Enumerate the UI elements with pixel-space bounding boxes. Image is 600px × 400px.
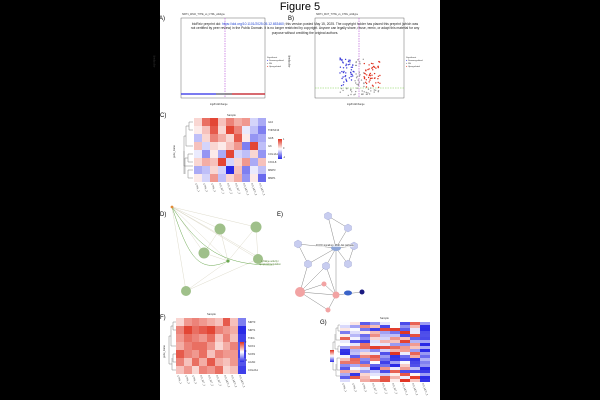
volcano-point (375, 90, 376, 91)
volcano-point (355, 62, 356, 63)
volcano-point (341, 71, 342, 72)
heatmap-f-column-labels (176, 375, 246, 389)
volcano-point (379, 61, 380, 62)
volcano-point (378, 82, 379, 83)
volcano-point (348, 95, 349, 96)
heatmap-cell (390, 379, 400, 382)
volcano-point (341, 85, 342, 86)
go-node-6 (226, 259, 229, 262)
ppi-node-6 (345, 260, 352, 268)
volcano-point (341, 59, 342, 60)
legend-a-down-icon: ● (267, 60, 269, 62)
volcano-point (342, 76, 343, 77)
volcano-point (367, 92, 368, 93)
volcano-point (367, 94, 368, 95)
go-node-1 (215, 224, 226, 235)
volcano-point (348, 60, 349, 61)
legend-b-down-icon: ● (406, 60, 408, 62)
heatmap-c-scale-min: -1 (283, 156, 286, 159)
volcano-a (176, 18, 269, 106)
volcano-point (374, 73, 375, 74)
volcano-point (363, 59, 364, 60)
legend-a-ns: NS (268, 63, 272, 65)
heatmap-cell (258, 174, 266, 182)
volcano-point (346, 64, 347, 65)
column-label: CTRL_3 (361, 383, 368, 393)
heatmap-cell (410, 379, 420, 382)
volcano-point (341, 78, 342, 79)
column-label: CTRL_2 (351, 383, 358, 393)
heatmap-f-scale-mid: 0 (245, 350, 247, 353)
column-label: KO_MUT_2 (411, 383, 419, 396)
volcano-point (368, 64, 369, 65)
volcano-point (345, 79, 346, 80)
volcano-point (355, 82, 356, 83)
volcano-point (352, 64, 353, 65)
doi-link[interactable]: https://doi.org/10.1101/2025.05.12.653460 (221, 22, 284, 26)
volcano-point (343, 84, 344, 85)
volcano-point (374, 91, 375, 92)
volcano-point (375, 82, 376, 83)
heatmap-f-scale-min: -2 (245, 359, 248, 362)
ppi-node-3 (295, 240, 302, 248)
gene-label: IL1B (268, 136, 274, 140)
volcano-point (359, 63, 360, 64)
heatmap-g (340, 322, 430, 382)
volcano-point (350, 72, 351, 73)
heatmap-g-column-labels (340, 383, 430, 397)
volcano-point (345, 65, 346, 66)
volcano-point (364, 63, 365, 64)
heatmap-cell (370, 379, 380, 382)
volcano-point (373, 66, 374, 67)
volcano-point (346, 67, 347, 68)
heatmap-cell (340, 379, 350, 382)
go-network-d (168, 205, 278, 305)
heatmap-c-scale-mid: 0 (283, 147, 285, 150)
gene-label: CXCL8 (268, 160, 277, 164)
volcano-point (346, 81, 347, 82)
ppi-node-5 (305, 260, 312, 268)
go-node-7 (171, 206, 174, 209)
volcano-point (342, 90, 343, 91)
volcano-point (358, 85, 359, 86)
volcano-point (351, 91, 352, 92)
volcano-point (359, 74, 360, 75)
volcano-point (364, 78, 365, 79)
heatmap-c-scale (278, 139, 292, 161)
heatmap-cell (380, 379, 390, 382)
heatmap-cell (238, 366, 246, 374)
heatmap-f-scale (240, 342, 254, 364)
gene-label: TNFA (248, 336, 255, 340)
volcano-point (366, 92, 367, 93)
volcano-point (369, 93, 370, 94)
volcano-point (353, 71, 354, 72)
panel-a-ylabel: -log10(padj) (152, 55, 156, 68)
volcano-point (343, 67, 344, 68)
panel-b-label: B) (288, 16, 294, 22)
panel-f-label: F) (160, 315, 166, 321)
volcano-point (370, 87, 371, 88)
volcano-point (351, 67, 352, 68)
volcano-point (374, 89, 375, 90)
volcano-point (378, 76, 379, 77)
heatmap-f (176, 318, 246, 374)
volcano-point (379, 75, 380, 76)
volcano-point (369, 68, 370, 69)
gene-label: MMP1 (268, 176, 276, 180)
panel-d-label: D) (160, 212, 167, 218)
legend-b-ns: NS (407, 63, 411, 65)
panel-b-title: SIRT1_MUT_TYPE_vs_CTRL_wildtype (316, 13, 359, 16)
ppi-network-e (288, 210, 384, 320)
ppi-node-sirt1 (295, 287, 305, 297)
heatmap-f-scale-max: 2 (245, 341, 247, 344)
panel-a-xlabel: log2FoldChange (210, 103, 228, 106)
volcano-point (349, 61, 350, 62)
volcano-point (362, 93, 363, 94)
column-label: KO_MUT_3 (238, 375, 246, 388)
volcano-point (368, 77, 369, 78)
volcano-point (361, 94, 362, 95)
ppi-node-2 (345, 224, 352, 232)
volcano-point (366, 83, 367, 84)
volcano-point (368, 89, 369, 90)
volcano-point (351, 69, 352, 70)
volcano-point (363, 83, 364, 84)
ppi-node-8 (333, 292, 340, 299)
heatmap-cell (360, 379, 370, 382)
volcano-point (340, 67, 341, 68)
legend-b-up-icon: ● (406, 66, 408, 68)
volcano-point (374, 77, 375, 78)
column-label: CTRL_2 (202, 183, 209, 193)
gene-label: IL10 (268, 120, 274, 124)
volcano-point (355, 91, 356, 92)
volcano-point (365, 82, 366, 83)
legend-a-up-icon: ● (267, 66, 269, 68)
column-label: KO_WT_1 (371, 383, 378, 395)
go-node-3 (199, 248, 210, 259)
panel-a-title: SIRT1_WILD_TYPE_vs_CTRL_wildtype (182, 13, 225, 16)
heatmap-c (194, 118, 266, 182)
ppi-node-10 (326, 308, 331, 313)
volcano-point (371, 75, 372, 76)
heatmap-g-scale-bar (330, 350, 334, 362)
panel-e-label: E) (277, 212, 283, 218)
gene-label: MMP3 (268, 168, 276, 172)
volcano-point (342, 61, 343, 62)
volcano-point (356, 77, 357, 78)
volcano-point (345, 72, 346, 73)
volcano-point (355, 73, 356, 74)
volcano-point (348, 64, 349, 65)
heatmap-f-scale-bar (240, 341, 247, 362)
panel-b-xlabel: log2FoldChange (347, 103, 365, 106)
volcano-point (357, 59, 358, 60)
panel-a-label: A) (159, 16, 165, 22)
gene-label: SIRT3 (248, 320, 256, 324)
heatmap-cell (350, 379, 360, 382)
volcano-point (378, 67, 379, 68)
volcano-point (354, 80, 355, 81)
volcano-point (375, 68, 376, 69)
volcano-point (339, 59, 340, 60)
volcano-point (359, 72, 360, 73)
legend-a-up: Upregulated (268, 66, 281, 68)
column-label: KO_WT_2 (381, 383, 388, 395)
gene-label: SOX9 (248, 352, 255, 356)
volcano-point (372, 63, 373, 64)
volcano-point (351, 74, 352, 75)
volcano-point (339, 57, 340, 58)
panel-a-legend (267, 57, 284, 69)
heatmap-c-column-labels (194, 183, 266, 197)
ppi-node-1 (325, 212, 332, 220)
volcano-point (366, 79, 367, 80)
volcano-point (369, 75, 370, 76)
volcano-point (353, 94, 354, 95)
gene-label: NOX1 (248, 344, 256, 348)
legend-a-ns-icon: ● (267, 63, 269, 65)
column-label: KO_MUT_2 (230, 375, 238, 388)
legend-a-down: Downregulated (268, 60, 284, 62)
notice-suffix: ; this version posted May 15, 2025. The copyright holder has placed this preprint (which was not certified by peer review) in the Public Domain. It is no longer restricted by copyright. Anyone can legally share, reuse, remix, or adapt this material for any purpose without crediting the original authors. (190, 22, 420, 35)
volcano-point (343, 72, 344, 73)
volcano-point (371, 63, 372, 64)
volcano-point (369, 79, 370, 80)
column-label: KO_WT_3 (234, 183, 241, 195)
gene-label: COL1A1 (268, 152, 278, 156)
figure-title: Figure 5 (279, 1, 321, 13)
ppi-node-9 (322, 282, 327, 287)
panel-d-annotation: cytokine activity / apoptosis regulation (259, 260, 281, 266)
volcano-point (365, 73, 366, 74)
volcano-point (349, 64, 350, 65)
gene-label: SIRT1 (248, 328, 256, 332)
column-label: CTRL_1 (194, 183, 201, 193)
heatmap-f-dendrogram (168, 318, 176, 374)
column-label: KO_WT_3 (214, 375, 222, 387)
column-label: KO_WT_1 (199, 375, 207, 387)
volcano-point (346, 88, 347, 89)
volcano-point (350, 76, 351, 77)
column-label: KO_WT_2 (226, 183, 233, 195)
legend-a-title: Significant (267, 57, 278, 59)
panel-c-header: Sample (227, 114, 236, 117)
volcano-point (367, 69, 368, 70)
panel-g-header: Sample (380, 317, 389, 320)
panel-c-label: C) (160, 113, 167, 119)
column-label: CTRL_1 (176, 375, 182, 385)
volcano-point (370, 78, 371, 79)
volcano-point (364, 77, 365, 78)
column-label: KO_MUT_3 (421, 383, 429, 396)
volcano-point (350, 94, 351, 95)
volcano-point (359, 61, 360, 62)
column-label: KO_MUT_2 (250, 183, 258, 196)
volcano-point (340, 92, 341, 93)
volcano-point (356, 65, 357, 66)
volcano-point (359, 75, 360, 76)
volcano-point (362, 90, 363, 91)
volcano-point (365, 69, 366, 70)
column-label: KO_MUT_1 (242, 183, 250, 196)
volcano-point (355, 94, 356, 95)
panel-c-row-axis: gene_name (172, 145, 176, 158)
volcano-point (369, 81, 370, 82)
heatmap-c-dendrogram (182, 118, 194, 182)
heatmap-c-scale-max: 1 (283, 138, 285, 141)
volcano-point (370, 73, 371, 74)
column-label: KO_WT_3 (391, 383, 398, 395)
ppi-node-7 (323, 262, 330, 270)
volcano-point (356, 84, 357, 85)
panel-b-ylabel: -log10(padj) (287, 55, 291, 68)
volcano-point (341, 88, 342, 89)
volcano-b (310, 18, 408, 106)
volcano-point (372, 69, 373, 70)
volcano-point (359, 82, 360, 83)
volcano-point (366, 74, 367, 75)
panel-g-label: G) (320, 320, 327, 326)
volcano-point (339, 72, 340, 73)
column-label: CTRL_3 (210, 183, 217, 193)
volcano-point (377, 78, 378, 79)
go-node-2 (251, 222, 262, 233)
gene-label: ACAN (248, 360, 256, 364)
preprint-page (152, 0, 440, 400)
volcano-point (352, 75, 353, 76)
heatmap-cell (420, 379, 430, 382)
gene-label: TNFSF13 (268, 128, 280, 132)
column-label: CTRL_3 (191, 375, 198, 385)
legend-b-ns-icon: ● (406, 63, 408, 65)
heatmap-cell (400, 379, 410, 382)
volcano-point (344, 76, 345, 77)
legend-b-down: Downregulated (407, 60, 423, 62)
column-label: KO_MUT_1 (401, 383, 409, 396)
volcano-point (349, 77, 350, 78)
column-label: CTRL_2 (183, 375, 190, 385)
volcano-point (372, 67, 373, 68)
volcano-point (363, 86, 364, 87)
volcano-point (366, 86, 367, 87)
legend-b-up: Upregulated (407, 66, 420, 68)
volcano-point (350, 90, 351, 91)
volcano-point (378, 90, 379, 91)
column-label: KO_WT_2 (207, 375, 214, 387)
volcano-point (356, 88, 357, 89)
panel-f-header: Sample (207, 313, 216, 316)
volcano-point (361, 79, 362, 80)
volcano-point (351, 79, 352, 80)
heatmap-c-scale-bar (278, 138, 285, 159)
volcano-point (371, 78, 372, 79)
volcano-point (378, 87, 379, 88)
volcano-point (372, 85, 373, 86)
gene-label: COL2A1 (248, 368, 258, 372)
notice-prefix: bioRxiv preprint doi: (191, 22, 222, 26)
gene-label: IL6 (268, 144, 272, 148)
go-node-5 (181, 286, 191, 296)
panel-f-row-axis: gene_name (162, 345, 166, 358)
volcano-point (348, 61, 349, 62)
legend-b-title: Significant (406, 57, 417, 59)
column-label: KO_MUT_3 (258, 183, 266, 196)
volcano-point (358, 79, 359, 80)
volcano-point (379, 83, 380, 84)
volcano-point (343, 81, 344, 82)
volcano-point (345, 59, 346, 60)
panel-e-hub-label: FOXO signaling / PI3K-Akt pathway (316, 244, 354, 247)
ppi-node-12 (360, 290, 365, 295)
panel-b-legend (406, 57, 423, 69)
column-label: CTRL_1 (341, 383, 348, 393)
volcano-point (343, 71, 344, 72)
ppi-node-11 (344, 291, 352, 296)
volcano-point (370, 90, 371, 91)
column-label: KO_WT_1 (218, 183, 225, 195)
volcano-point (357, 76, 358, 77)
column-label: KO_MUT_1 (222, 375, 230, 388)
volcano-point (364, 91, 365, 92)
